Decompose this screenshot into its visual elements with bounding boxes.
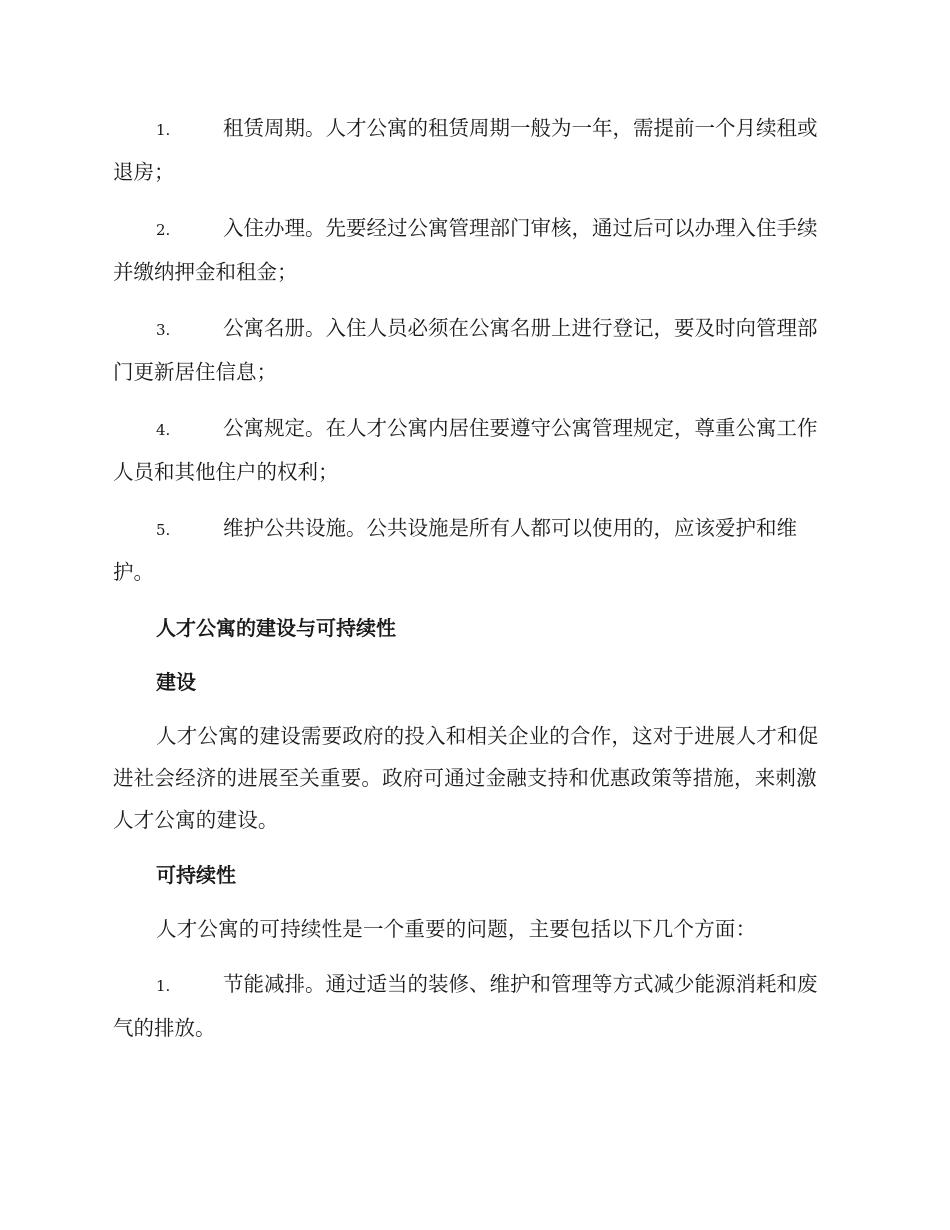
list-text: 公寓名册。入住人员必须在公寓名册上进行登记，要及时向管理部门更新居住信息； xyxy=(113,316,818,384)
list-item xyxy=(113,207,835,293)
paragraph-construction: 人才公寓的建设需要政府的投入和相关企业的合作，这对于进展人才和促进社会经济的进展至关重要。政府可通过金融支持和优惠政策等措施，来刺激人才公寓的建设。 xyxy=(113,724,819,832)
list-item xyxy=(113,963,835,1049)
sub-heading-sustainability: 可持续性 xyxy=(156,863,236,887)
list-text: 租赁周期。人才公寓的租赁周期一般为一年，需提前一个月续租或退房； xyxy=(113,116,818,184)
list-item xyxy=(113,507,835,593)
list-number: 2. xyxy=(156,221,171,239)
list-text: 公寓规定。在人才公寓内居住要遵守公寓管理规定，尊重公寓工作人员和其他住户的权利； xyxy=(113,416,818,484)
list-number: 1. xyxy=(156,121,171,139)
document-body xyxy=(113,107,835,1063)
paragraph-sustainability: 人才公寓的可持续性是一个重要的问题，主要包括以下几个方面： xyxy=(156,917,757,941)
list-text: 节能减排。通过适当的装修、维护和管理等方式减少能源消耗和废气的排放。 xyxy=(113,972,818,1040)
list-text: 入住办理。先要经过公寓管理部门审核，通过后可以办理入住手续并缴纳押金和租金； xyxy=(113,216,818,284)
sub-heading-construction: 建设 xyxy=(156,670,196,694)
list-item xyxy=(113,107,835,193)
list-number: 3. xyxy=(156,321,171,339)
list-number: 4. xyxy=(156,421,171,439)
list-number: 5. xyxy=(156,521,171,539)
section-heading: 人才公寓的建设与可持续性 xyxy=(156,616,396,640)
list-item xyxy=(113,407,835,493)
list-number: 1. xyxy=(156,977,171,995)
list-text: 维护公共设施。公共设施是所有人都可以使用的，应该爱护和维护。 xyxy=(113,516,797,584)
list-item xyxy=(113,307,835,393)
